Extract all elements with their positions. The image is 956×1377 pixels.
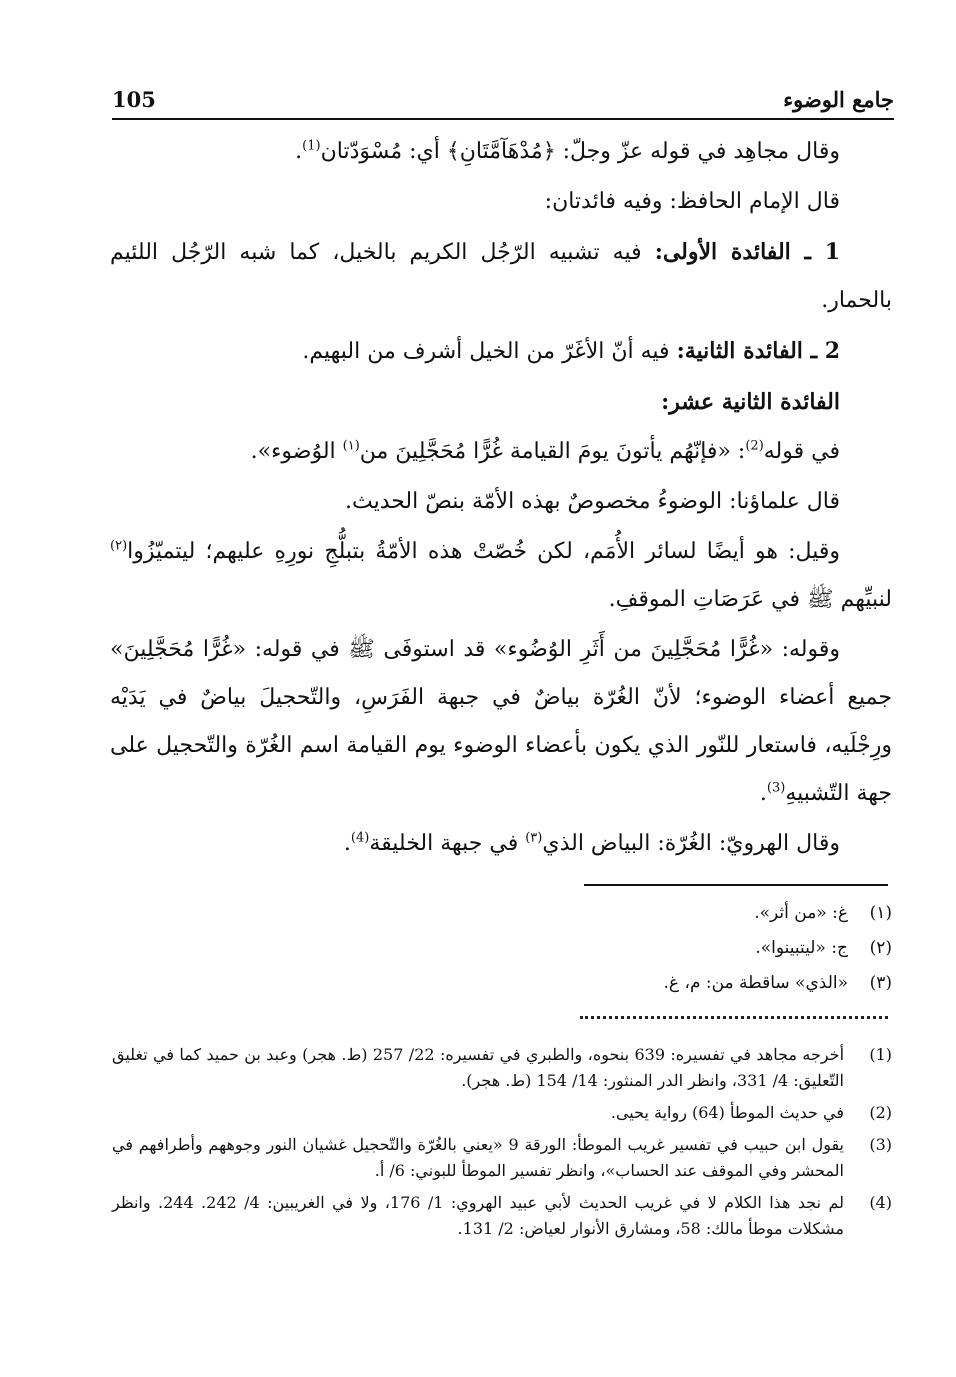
footnote-ref: (3) xyxy=(766,780,786,796)
paragraph-10: وقال الهرويّ: الغُرّة: البياض الذي$^{(٣)}$ في جبهة الخليقة$^{(4)}$. xyxy=(343,830,840,856)
footnote-divider xyxy=(584,884,888,886)
section-heading: الفائدة الثانية عشر: xyxy=(661,389,840,415)
dotted-divider xyxy=(580,1016,888,1019)
footnotes xyxy=(112,1042,892,1248)
paragraph-7: قال علماؤنا: الوضوءُ مخصوصٌ بهذه الأمّة بنصّ الحديث. xyxy=(344,489,840,514)
variant-ref: (١) xyxy=(342,438,360,454)
running-title: جامع الوضوء xyxy=(783,87,894,112)
variant-notes xyxy=(392,896,892,1001)
paragraph-9: وقوله: «غُرًّا مُحَجَّلِينَ من أَثَرِ الوُضُوء» قد استوفَى ﷺ في قوله: «غُرًّا مُحَجَّلِينَ» جميع أعضاء الوضوء؛ لأنّ الغُرّة بياضٌ في جبهة الفَرَسِ، والتّحجيلَ بياضٌ في يَدَيْه ورِجْلَيه، فاستعار للنّور الذي يكون بأعضاء الوضوء يوم القيامة اسم الغُرّة والتّحجيل على جهة التّشبيهِ$^{(3)}$. xyxy=(110,637,892,806)
footnote: (3) يقول ابن حبيب في تفسير غريب الموطأ: الورقة 9 «يعني بالغُرّة والتّحجيل غشيان النور وجوههم وأطرافهم في المحشر وفي الموقف عند الحساب»، وانظر تفسير الموطأ للبوني: 6/ أ. xyxy=(112,1135,892,1180)
footnote-ref: (2) xyxy=(745,438,764,454)
footnote: (2) في حديث الموطأ (64) رواية يحيى. xyxy=(610,1103,892,1122)
variant-note: (٣) «الذي» ساقطة من: م، غ. xyxy=(663,973,892,993)
main-text xyxy=(110,128,892,870)
variant-note: (٢) ج: «ليتبينوا». xyxy=(755,938,892,958)
variant-ref: (٣) xyxy=(525,830,543,846)
page-header xyxy=(112,82,894,120)
paragraph-3: 1 ـ الفائدة الأولى: فيه تشبيه الرّجُل الكريم بالخيل، كما شبه الرّجُل اللئيم بالحمار. xyxy=(110,239,892,313)
footnote: (4) لم نجد هذا الكلام لا في غريب الحديث لأبي عبيد الهروي: 1/ 176، ولا في الغريبين: 4/ 242. 244. وانظر مشكلات موطأ مالك: 58، ومشارق الأنوار لعياض: 2/ 131. xyxy=(112,1193,892,1238)
paragraph-2: قال الإمام الحافظ: وفيه فائدتان: xyxy=(544,189,840,214)
variant-note: (١) غ: «من أثر». xyxy=(754,903,892,923)
point-heading: 2 ـ الفائدة الثانية: xyxy=(676,338,840,364)
variant-ref: (٢) xyxy=(110,538,128,554)
footnote-ref: (1) xyxy=(302,138,321,154)
paragraph-1: وقال مجاهِد في قوله عزّ وجلّ: ﴿مُدْهَآمَّتَانِ﴾ أي: مُسْوَدّتان$^{(1)}$. xyxy=(295,138,840,164)
paragraph-4: 2 ـ الفائدة الثانية: فيه أنّ الأغَرّ من الخيل أشرف من البهيم. xyxy=(302,338,840,364)
point-heading: 1 ـ الفائدة الأولى: xyxy=(654,239,841,265)
paragraph-8: وقيل: هو أيضًا لسائر الأُمَم، لكن خُصّتْ هذه الأمّةُ بتبلُّجِ نورِهِ عليهم؛ ليتميّزُوا$^{(٢)}$ لنبيِّهم ﷺ في عَرَصَاتِ الموقفِ. xyxy=(110,538,892,612)
footnote: (1) أخرجه مجاهد في تفسيره: 639 بنحوه، والطبري في تفسيره: 22/ 257 (ط. هجر) وعبد بن حميد كما في تغليق التّعليق: 4/ 331، وانظر الدر المنثور: 14/ 154 (ط. هجر). xyxy=(112,1045,892,1090)
footnote-ref: (4) xyxy=(350,830,370,846)
page-number: 105 xyxy=(112,87,156,112)
paragraph-6: في قوله$^{(2)}$: «فإنّهُم يأتونَ يومَ القيامة غُرًّا مُحَجَّلِينَ من$^{(١)}$ الوُضوء». xyxy=(250,438,840,464)
